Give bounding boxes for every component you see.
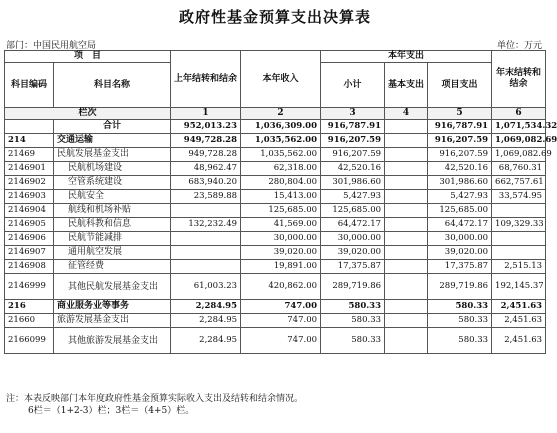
row-name: 民航科教和信息	[54, 218, 171, 232]
column-index-1: 1	[171, 108, 241, 120]
header-project: 项 目	[5, 51, 171, 63]
row-carryover-start: 949,728.28	[171, 134, 241, 148]
row-carryover-start	[171, 246, 241, 260]
row-carryover-start	[171, 260, 241, 274]
row-basic-expenditure	[385, 260, 428, 274]
row-name: 航线和机场补贴	[54, 204, 171, 218]
row-project-expenditure: 64,472.17	[428, 218, 492, 232]
page-title: 政府性基金预算支出决算表	[178, 8, 371, 26]
table-row	[5, 300, 546, 314]
department-label: 部门：中国民用航空局	[6, 41, 97, 51]
row-carryover-start: 23,589.88	[171, 190, 241, 204]
row-carryover-end	[492, 246, 546, 260]
row-carryover-start: 48,962.47	[171, 162, 241, 176]
row-name: 交通运输	[54, 134, 171, 148]
row-basic-expenditure	[385, 148, 428, 162]
header-carryover-start: 上年结转和结余	[171, 51, 241, 108]
table-row	[5, 190, 546, 204]
header-basic-expenditure: 基本支出	[385, 63, 428, 108]
row-project-expenditure: 580.33	[428, 300, 492, 314]
row-subtotal: 5,427.93	[321, 190, 385, 204]
row-subtotal: 39,020.00	[321, 246, 385, 260]
row-project-expenditure: 42,520.16	[428, 162, 492, 176]
row-carryover-end: 2,451.63	[492, 328, 546, 354]
table-row	[5, 328, 546, 354]
table-row	[5, 232, 546, 246]
row-name: 征管经费	[54, 260, 171, 274]
row-basic-expenditure	[385, 190, 428, 204]
row-carryover-end: 662,757.61	[492, 176, 546, 190]
row-project-expenditure: 580.33	[428, 314, 492, 328]
row-code: 21469	[5, 148, 54, 162]
row-current-income: 1,035,562.00	[241, 148, 321, 162]
row-name: 空管系统建设	[54, 176, 171, 190]
row-current-income: 62,318.00	[241, 162, 321, 176]
row-name: 商业服务业等事务	[54, 300, 171, 314]
row-basic-expenditure	[385, 204, 428, 218]
row-code: 2146999	[5, 274, 54, 300]
table-row	[5, 218, 546, 232]
row-name: 其他民航发展基金支出	[54, 274, 171, 300]
row-basic-expenditure	[385, 300, 428, 314]
row-carryover-end: 68,760.31	[492, 162, 546, 176]
row-project-expenditure: 125,685.00	[428, 204, 492, 218]
table-row	[5, 204, 546, 218]
row-name: 通用航空发展	[54, 246, 171, 260]
row-current-income: 15,413.00	[241, 190, 321, 204]
row-carryover-end: 1,069,082.69	[492, 134, 546, 148]
row-current-income: 41,569.00	[241, 218, 321, 232]
row-name: 民航机场建设	[54, 162, 171, 176]
row-subtotal: 580.33	[321, 300, 385, 314]
footnote-line-1: 注：本表反映部门本年度政府性基金预算实际收入支出及结转和结余情况。	[6, 394, 304, 404]
row-carryover-start: 2,284.95	[171, 300, 241, 314]
row-code: 214	[5, 134, 54, 148]
footnote	[6, 393, 303, 417]
row-current-income: 420,862.00	[241, 274, 321, 300]
column-index-5: 5	[428, 108, 492, 120]
row-current-income: 125,685.00	[241, 204, 321, 218]
row-carryover-start: 683,940.20	[171, 176, 241, 190]
row-subtotal: 125,685.00	[321, 204, 385, 218]
row-subtotal: 30,000.00	[321, 232, 385, 246]
row-carryover-end: 1,069,082.69	[492, 148, 546, 162]
row-current-income: 280,804.00	[241, 176, 321, 190]
row-project-expenditure: 5,427.93	[428, 190, 492, 204]
row-carryover-start: 952,013.23	[171, 120, 241, 134]
row-carryover-start: 2,284.95	[171, 328, 241, 354]
row-carryover-start: 2,284.95	[171, 314, 241, 328]
row-subtotal: 289,719.86	[321, 274, 385, 300]
table-row	[5, 314, 546, 328]
row-code: 2146906	[5, 232, 54, 246]
row-name: 旅游发展基金支出	[54, 314, 171, 328]
row-basic-expenditure	[385, 176, 428, 190]
row-carryover-end: 192,145.37	[492, 274, 546, 300]
row-name: 民航节能减排	[54, 232, 171, 246]
row-carryover-end	[492, 204, 546, 218]
row-subtotal: 580.33	[321, 314, 385, 328]
row-project-expenditure: 30,000.00	[428, 232, 492, 246]
row-project-expenditure: 916,207.59	[428, 134, 492, 148]
row-code: 2146901	[5, 162, 54, 176]
row-carryover-end: 1,071,534.32	[492, 120, 546, 134]
row-basic-expenditure	[385, 328, 428, 354]
row-name: 其他旅游发展基金支出	[54, 328, 171, 354]
row-subtotal: 17,375.87	[321, 260, 385, 274]
row-project-expenditure: 580.33	[428, 328, 492, 354]
row-subtotal: 64,472.17	[321, 218, 385, 232]
row-code: 2166099	[5, 328, 54, 354]
header-subtotal: 小计	[321, 63, 385, 108]
row-carryover-start	[171, 232, 241, 246]
row-basic-expenditure	[385, 246, 428, 260]
table-row	[5, 274, 546, 300]
row-basic-expenditure	[385, 134, 428, 148]
header-row-1	[5, 51, 546, 63]
row-carryover-end	[492, 232, 546, 246]
row-current-income: 30,000.00	[241, 232, 321, 246]
row-subtotal: 916,207.59	[321, 148, 385, 162]
row-project-expenditure: 916,787.91	[428, 120, 492, 134]
header-carryover-end: 年末结转和结余	[492, 51, 546, 108]
footnote-line-2: 6栏＝（1+2-3）栏；3栏＝（4+5）栏。	[28, 406, 195, 416]
row-project-expenditure: 301,986.60	[428, 176, 492, 190]
row-code: 2146904	[5, 204, 54, 218]
row-code: 2146905	[5, 218, 54, 232]
row-code: 21660	[5, 314, 54, 328]
row-project-expenditure: 916,207.59	[428, 148, 492, 162]
header-current-income: 本年收入	[241, 51, 321, 108]
row-basic-expenditure	[385, 314, 428, 328]
table-row	[5, 134, 546, 148]
row-current-income: 747.00	[241, 300, 321, 314]
row-project-expenditure: 289,719.86	[428, 274, 492, 300]
row-name: 民航发展基金支出	[54, 148, 171, 162]
row-basic-expenditure	[385, 162, 428, 176]
row-basic-expenditure	[385, 218, 428, 232]
header-project-expenditure: 项目支出	[428, 63, 492, 108]
row-project-expenditure: 39,020.00	[428, 246, 492, 260]
row-name: 合计	[54, 120, 171, 134]
row-code: 2146903	[5, 190, 54, 204]
row-subtotal: 916,787.91	[321, 120, 385, 134]
row-carryover-start: 949,728.28	[171, 148, 241, 162]
row-code	[5, 120, 54, 134]
header-subject-code: 科目编码	[5, 63, 54, 108]
row-current-income: 19,891.00	[241, 260, 321, 274]
row-carryover-end: 2,451.63	[492, 314, 546, 328]
table-row	[5, 162, 546, 176]
table-row	[5, 260, 546, 274]
row-code: 2146902	[5, 176, 54, 190]
row-subtotal: 301,986.60	[321, 176, 385, 190]
row-code: 2146907	[5, 246, 54, 260]
row-basic-expenditure	[385, 120, 428, 134]
row-carryover-start: 61,003.23	[171, 274, 241, 300]
column-index-label: 栏次	[5, 108, 171, 120]
unit-label: 单位：万元	[496, 41, 542, 51]
column-index-6: 6	[492, 108, 546, 120]
row-carryover-start: 132,232.49	[171, 218, 241, 232]
row-subtotal: 580.33	[321, 328, 385, 354]
budget-table	[4, 50, 557, 354]
row-carryover-end: 33,574.95	[492, 190, 546, 204]
table-row	[5, 246, 546, 260]
table-row-total	[5, 120, 546, 134]
row-basic-expenditure	[385, 232, 428, 246]
row-current-income: 1,035,562.00	[241, 134, 321, 148]
row-code: 2146908	[5, 260, 54, 274]
table-row	[5, 148, 546, 162]
row-project-expenditure: 17,375.87	[428, 260, 492, 274]
row-carryover-end: 2,515.13	[492, 260, 546, 274]
column-index-row	[5, 108, 546, 120]
row-current-income: 39,020.00	[241, 246, 321, 260]
row-name: 民航安全	[54, 190, 171, 204]
row-carryover-end: 2,451.63	[492, 300, 546, 314]
row-carryover-start	[171, 204, 241, 218]
column-index-3: 3	[321, 108, 385, 120]
row-code: 216	[5, 300, 54, 314]
row-subtotal: 42,520.16	[321, 162, 385, 176]
row-carryover-end: 109,329.33	[492, 218, 546, 232]
row-current-income: 1,036,309.00	[241, 120, 321, 134]
column-index-2: 2	[241, 108, 321, 120]
row-basic-expenditure	[385, 274, 428, 300]
header-subject-name: 科目名称	[54, 63, 171, 108]
row-current-income: 747.00	[241, 314, 321, 328]
table-row	[5, 176, 546, 190]
header-current-expenditure: 本年支出	[321, 51, 492, 63]
row-subtotal: 916,207.59	[321, 134, 385, 148]
row-current-income: 747.00	[241, 328, 321, 354]
column-index-4: 4	[385, 108, 428, 120]
